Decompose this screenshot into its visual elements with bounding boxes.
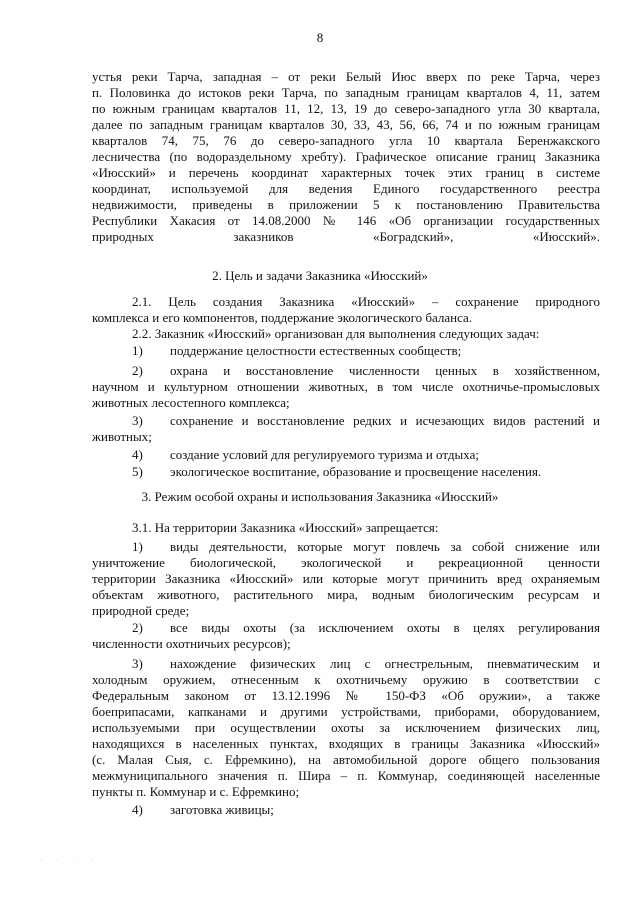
text-line: Республики Хакасия от 14.08.2000 № 146 «Об организации государственных bbox=[92, 213, 600, 228]
list-item: нахождение физических лиц с огнестрельным, пневматическим и bbox=[170, 656, 600, 671]
text-line: 2.1. Цель создания Заказника «Июсский» – сохранение природного bbox=[132, 294, 600, 309]
text-line: (с. Малая Сыя, с. Ефремкино), на автомобильной дороге общего пользования bbox=[92, 752, 600, 767]
text-line: объектам животного, растительного мира, водным биологическим ресурсам и bbox=[92, 587, 600, 602]
text-line: 3.1. На территории Заказника «Июсский» запрещается: bbox=[132, 520, 439, 535]
text-line: используемыми при осуществлении охоты за исключением физических лиц, bbox=[92, 720, 600, 735]
text-line: уничтожение биологической, экологической и рекреационной ценности bbox=[92, 555, 600, 570]
text-line: боеприпасами, капканами и другими устройствами, приборами, оборудованием, bbox=[92, 704, 600, 719]
list-item: сохранение и восстановление редких и исчезающих видов растений и bbox=[170, 413, 600, 428]
text-line: природных заказников «Боградский», «Июсский». bbox=[92, 229, 600, 244]
text-line: животных лесостепного комплекса; bbox=[92, 395, 290, 410]
text-line: межмуниципального значения п. Шира – п. Коммунар, соединяющей населенные bbox=[92, 768, 600, 783]
text-line: природной среде; bbox=[92, 603, 190, 618]
page-number: 8 bbox=[316, 30, 324, 45]
text-line: пункты п. Коммунар и с. Ефремкино; bbox=[92, 784, 300, 799]
text-line: по южным границам кварталов 11, 12, 13, 19 до северо-западного угла 30 квартала, bbox=[92, 101, 600, 116]
list-number: 3) bbox=[132, 656, 143, 671]
text-line: научном и культурном отношении животных, в том числе охотничье-промысловых bbox=[92, 379, 600, 394]
list-number: 2) bbox=[132, 363, 143, 378]
text-line: «Июсский» и перечень координат характерных точек этих границ в системе bbox=[92, 165, 600, 180]
list-number: 4) bbox=[132, 447, 143, 462]
list-number: 1) bbox=[132, 343, 143, 358]
list-number: 5) bbox=[132, 464, 143, 479]
list-item: охрана и восстановление численности ценных в хозяйственном, bbox=[170, 363, 600, 378]
list-item: экологическое воспитание, образование и просвещение населения. bbox=[170, 464, 542, 479]
text-line: Федеральным законом от 13.12.1996 № 150-ФЗ «Об оружии», а также bbox=[92, 688, 600, 703]
text-line: далее по западным границам кварталов 30, 33, 43, 56, 66, 74 и по южным границам bbox=[92, 117, 600, 132]
text-line: устья реки Тарча, западная – от реки Белый Июс вверх по реке Тарча, через bbox=[92, 69, 600, 84]
text-line: 2.2. Заказник «Июсский» организован для выполнения следующих задач: bbox=[132, 326, 540, 341]
text-line: координат, используемой для ведения Единого государственного реестра bbox=[92, 181, 600, 196]
text-line: комплекса и его компонентов, поддержание экологического баланса. bbox=[92, 310, 473, 325]
text-line: животных; bbox=[92, 429, 152, 444]
section-heading: 3. Режим особой охраны и использования Заказника «Июсский» bbox=[141, 489, 499, 504]
list-item: виды деятельности, которые могут повлечь за собой снижение или bbox=[170, 539, 600, 554]
text-line: территории Заказника «Июсский» или которые могут причинить вред охраняемым bbox=[92, 571, 600, 586]
list-item: заготовка живицы; bbox=[170, 802, 274, 817]
list-item: создание условий для регулируемого туризма и отдыха; bbox=[170, 447, 479, 462]
text-line: численности охотничьих ресурсов); bbox=[92, 636, 291, 651]
list-number: 4) bbox=[132, 802, 143, 817]
list-number: 3) bbox=[132, 413, 143, 428]
list-item: все виды охоты (за исключением охоты в целях регулирования bbox=[170, 620, 600, 635]
list-item: поддержание целостности естественных сообществ; bbox=[170, 343, 462, 358]
text-line: холодным оружием, отнесенным к охотничьему оружию в соответствии с bbox=[92, 672, 600, 687]
section-heading: 2. Цель и задачи Заказника «Июсский» bbox=[212, 268, 428, 283]
text-line: лесничества (по водораздельному хребту). Графическое описание границ Заказника bbox=[92, 149, 600, 164]
list-number: 2) bbox=[132, 620, 143, 635]
list-number: 1) bbox=[132, 539, 143, 554]
text-line: находящихся в населенных пунктах, входящих в границы Заказника «Июсский» bbox=[92, 736, 600, 751]
text-line: недвижимости, приведены в приложении 5 к постановлению Правительства bbox=[92, 197, 600, 212]
text-line: п. Половинка до истоков реки Тарча, по западным границам кварталов 4, 11, затем bbox=[92, 85, 600, 100]
text-line: кварталов 74, 75, 76 до северо-западного угла 10 квартала Беренжакского bbox=[92, 133, 600, 148]
scan-artifact: · · · · bbox=[40, 856, 99, 865]
